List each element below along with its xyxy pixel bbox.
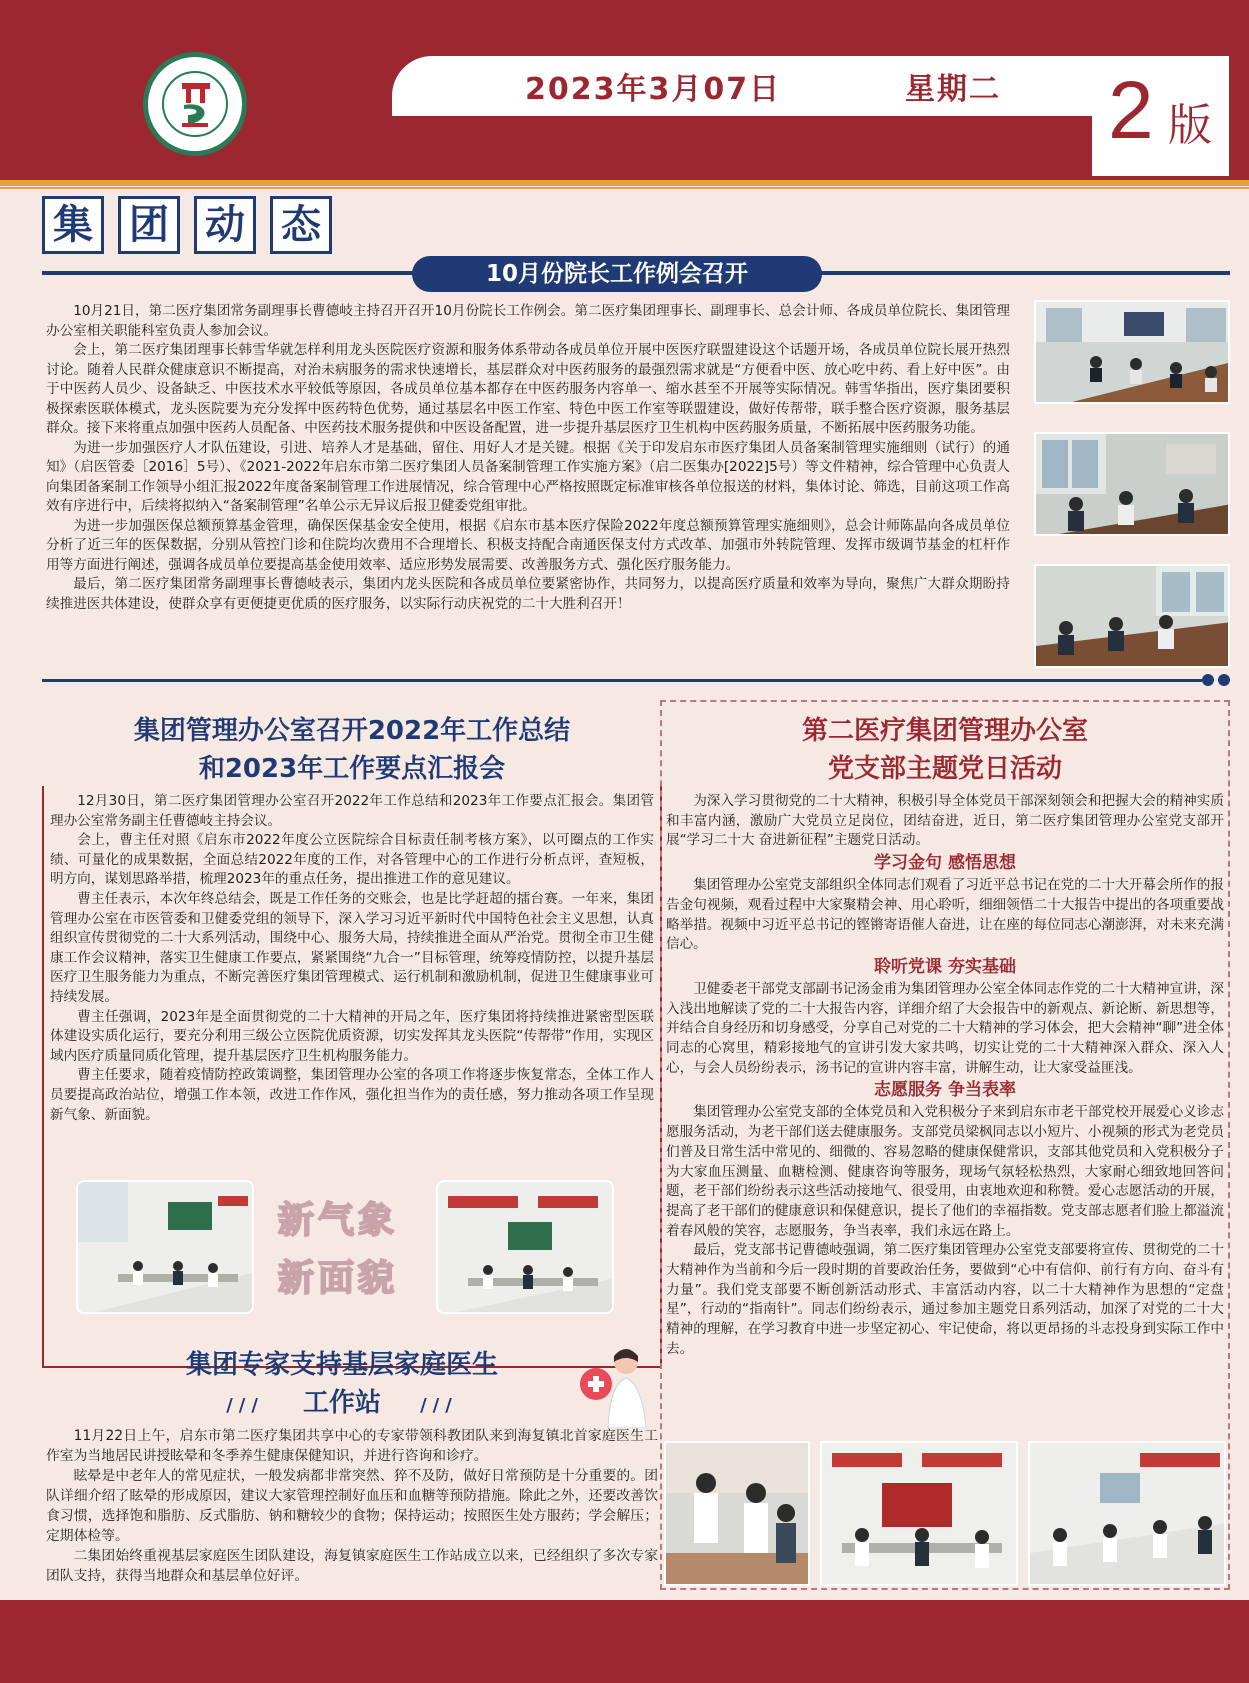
article2-title	[42, 712, 662, 788]
hospital-group-logo-icon	[143, 52, 247, 156]
article3-title-line: 工作站	[302, 1388, 381, 1418]
volunteer-photo	[1028, 1441, 1226, 1586]
article4-subheading: 志愿服务 争当表率	[874, 1080, 1016, 1101]
header-gold-thin-stripe	[0, 187, 1249, 189]
article3-title-line2	[42, 1384, 642, 1425]
article1-paragraph: 为进一步加强医保总额预算基金管理，确保医保基金安全使用，根据《启东市基本医疗保险2022年度总额预算管理实施细则》，总会计师陈晶向各成员单位分析了近三年的医保数据，分别从管控门诊和住院均次费用不合理增长、积极支持配合南通医保支付方式改革、加强市外转院管理、发挥市级调节基金的杠杆作用等方面进行阐述，强调各成员单位要提高基金使用效率、适应形势发展需要、改善服务方式、强化医疗服务能力。	[46, 517, 1010, 573]
article3-paragraph: 眩晕是中老年人的常见症状，一般发病都非常突然、猝不及防，做好日常预防是十分重要的。团队详细介绍了眩晕的形成原因，建议大家管理控制好血压和血糖等预防措施。除此之外，还要改善饮食习惯，选择饱和脂肪、反式脂肪、钠和糖较少的食物；保持运动；按照医生处方服药；学会解压；定期体检等。	[46, 1468, 658, 1544]
slogan-line: 新面貌	[278, 1258, 399, 1299]
article4-paragraph: 最后，党支部书记曹德岐强调，第二医疗集团管理办公室党支部要将宣传、贯彻党的二十大精神作为当前和今后一段时期的首要政治任务，要做到“心中有信仰、前行有方向、奋斗有力量”。我们党支部要不断创新活动形式、丰富活动内容，以二十大精神作为思想的“定盘星”，行动的“指南针”。同志们纷纷表示，通过参加主题党日系列活动，加深了对党的二十大精神的理解，在学习教育中进一步坚定初心、牢记使命，将以更昂扬的斗志投身到实际工作中去。	[666, 1242, 1224, 1357]
meeting-photo	[1034, 564, 1230, 668]
article4-subheading: 聆听党课 夯实基础	[874, 956, 1016, 977]
volunteer-photo	[820, 1441, 1018, 1586]
article2-paragraph: 曹主任表示，本次年终总结会，既是工作任务的交账会，也是比学赶超的擂台赛。一年来，集团管理办公室在市医管委和卫健委党组的领导下，深入学习习近平新时代中国特色社会主义思想，认真组织宣传贯彻党的二十大系列活动，围绕中心、服务大局，持续推进全面从严治党。贯彻全市卫生健康工作会议精神，落实卫生健康工作要点，紧紧围绕“九合一”目标管理，统筹疫情防控，以提升基层医疗卫生服务能力为重点，不断完善医疗集团管理模式、运行机制和激励机制，促进卫生健康事业可持续发展。	[50, 890, 654, 1005]
decor-dot	[1218, 674, 1230, 686]
meeting-photo	[1034, 432, 1230, 536]
header-gold-stripe	[0, 180, 1249, 186]
article3-paragraph: 二集团始终重视基层家庭医生团队建设，海复镇家庭医生工作站成立以来，已经组织了多次专家团队支持，获得当地群众和基层单位好评。	[46, 1548, 658, 1584]
decor-dot	[1202, 674, 1214, 686]
article4-subheading: 学习金句 感悟思想	[874, 853, 1016, 874]
article2-paragraph: 曹主任强调，2023年是全面贯彻党的二十大精神的开局之年，医疗集团将持续推进紧密型医联体建设实质化运行，要充分利用三级公立医院优质资源，切实发挥其龙头医院“传帮带”作用，实现区域内医疗质量同质化管理，提升基层医疗卫生机构服务能力。	[50, 1008, 654, 1064]
article3-body	[46, 1426, 658, 1586]
article1-body	[46, 302, 1010, 614]
issue-weekday: 星期二	[905, 72, 1001, 107]
article2-paragraph: 12月30日，第二医疗集团管理办公室召开2022年工作总结和2023年工作要点汇报会。集团管理办公室常务副主任曹德岐主持会议。	[50, 793, 654, 829]
article3-title-line: 集团专家支持基层家庭医生	[185, 1350, 498, 1380]
footer-band	[0, 1600, 1249, 1683]
article2-title-line: 和2023年工作要点汇报会	[198, 754, 506, 784]
doctor-icon	[570, 1340, 658, 1428]
article1-title: 10月份院长工作例会召开	[412, 256, 822, 292]
meeting-photo	[1034, 300, 1230, 404]
article1-paragraph: 会上，第二医疗集团理事长韩雪华就怎样利用龙头医院医疗资源和服务体系带动各成员单位开展中医医疗联盟建设这个话题开场，各成员单位院长展开热烈讨论。随着人民群众健康意识不断提高，对治未病服务的需求快速增长，基层群众对中医药服务的最强烈需求就是“方便看中医、放心吃中药、看上好中医”。由于中医药人员少、设备缺乏、中医技术水平较低等原因，各成员单位基本都存在中医药服务内容单一、缩水甚至不开展等实际情况。韩雪华指出，医疗集团要积极探索医联体模式，龙头医院要为充分发挥中医药特色优势，通过基层名中医工作室、特色中医工作室等联盟建设，做好传帮带，联手整合医疗资源，服务基层群众。接下来将重点加强中医药人员配备、中医药技术服务提供和中医设备配置，进一步提升基层医疗卫生机构中医药服务质量，不断拓展中医药服务功能。	[46, 342, 1010, 436]
article4-body	[666, 792, 1224, 1360]
article2-title-line: 集团管理办公室召开2022年工作总结	[133, 716, 571, 746]
article2-body	[50, 792, 654, 1125]
title-deco: ///	[226, 1395, 264, 1416]
article3-title	[42, 1346, 642, 1425]
article3-paragraph: 11月22日上午，启东市第二医疗集团共享中心的专家带领科教团队来到海复镇北首家庭医生工作室为当地居民讲授眩晕和冬季养生健康保健知识，并进行咨询和诊疗。	[46, 1428, 658, 1464]
article4-title	[660, 712, 1230, 788]
page-label: 版	[1168, 100, 1212, 151]
issue-date: 2023年3月07日	[525, 72, 782, 107]
banner-char: 团	[118, 196, 180, 254]
banner-char: 动	[194, 196, 256, 254]
article4-paragraph: 为深入学习贯彻党的二十大精神，积极引导全体党员干部深刻领会和把握大会的精神实质和丰富内涵，激励广大党员立足岗位，团结奋进，近日，第二医疗集团管理办公室党支部开展“学习二十大 奋进新征程”主题党日活动。	[666, 793, 1224, 849]
page-number: 2	[1108, 65, 1154, 156]
article4-paragraph: 集团管理办公室党支部组织全体同志们观看了习近平总书记在党的二十大开幕会所作的报告金句视频，观看过程中大家聚精会神、用心聆听，细细领悟二十大报告中提出的各项重要战略举措。视频中习近平总书记的铿锵寄语催人奋进，让在座的每位同志心潮澎湃，对未来充满信心。	[666, 877, 1224, 953]
title-deco: ///	[420, 1395, 458, 1416]
slogan-line: 新气象	[278, 1200, 399, 1241]
article2-paragraph: 会上，曹主任对照《启东市2022年度公立医院综合目标责任制考核方案》，以可圈点的工作实绩、可量化的成果数据，全面总结2022年度的工作，对各管理中心的工作进行分析点评，查短板，明方向，谋划思路举措，梳理2023年的重点任务，提出推进工作的意见建议。	[50, 832, 654, 888]
article1-paragraph: 10月21日，第二医疗集团常务副理事长曹德岐主持召开召开10月份院长工作例会。第二医疗集团理事长、副理事长、总会计师、各成员单位院长、集团管理办公室相关职能科室负责人参加会议。	[46, 303, 1010, 339]
article4-title-line: 第二医疗集团管理办公室	[801, 716, 1088, 746]
banner-char: 集	[42, 196, 104, 254]
article2-paragraph: 曹主任要求，随着疫情防控政策调整，集团管理办公室的各项工作将逐步恢复常态，全体工作人员要提高政治站位，增强工作本领，改进工作作风，强化担当作为的责任感，努力推动各项工作呈现新气象、新面貌。	[50, 1067, 654, 1123]
office-meeting-photo	[76, 1180, 254, 1314]
banner-char: 态	[270, 196, 332, 254]
volunteer-photo	[664, 1441, 810, 1586]
office-meeting-photo	[436, 1180, 614, 1314]
article1-paragraph: 为进一步加强医疗人才队伍建设，引进、培养人才是基础，留住、用好人才是关键。根据《关于印发启东市医疗集团人员备案制管理实施细则（试行）的通知》（启医管委［2016］5号）、《2021-2022年启东市第二医疗集团人员备案制管理工作实施方案》（启二医集办[2022]5号）等文件精神，综合管理中心负责人向集团备案制工作领导小组汇报2022年度备案制管理工作进展情况，综合管理中心严格按照既定标准审核各单位报送的材料，集体讨论、筛选，目前这项工作高效有序进行中，后续将拟纳入“备案制管理”名单公示无异议后报卫健委党组审批。	[46, 439, 1010, 514]
article4-paragraph: 卫健委老干部党支部副书记汤金甫为集团管理办公室全体同志作党的二十大精神宣讲，深入浅出地解读了党的二十大报告内容，详细介绍了大会报告中的新观点、新论断、新思想等，并结合自身经历和切身感受，分享自己对党的二十大精神的学习体会，把大会精神“聊”进全体同志的心窝里，精彩接地气的宣讲引发大家共鸣，切实让党的二十大精神深入群众、深入人心，与会人员纷纷表示，汤书记的宣讲内容丰富，讲解生动，让大家受益匪浅。	[666, 980, 1224, 1076]
article1-bottom-rule	[42, 679, 1202, 682]
article4-title-line: 党支部主题党日活动	[827, 754, 1062, 784]
article1-paragraph: 最后，第二医疗集团常务副理事长曹德岐表示，集团内龙头医院和各成员单位要紧密协作，共同努力，以提高医疗质量和效率为导向，聚焦广大群众期盼持续推进医共体建设，使群众享有更便捷更优质的医疗服务，以实际行动庆祝党的二十大胜利召开！	[46, 576, 1010, 612]
article4-paragraph: 集团管理办公室党支部的全体党员和入党积极分子来到启东市老干部党校开展爱心义诊志愿服务活动，为老干部们送去健康服务。支部党员梁枫同志以小短片、小视频的形式为老党员们普及日常生活中常见的、细微的、容易忽略的健康保健常识，支部其他党员和入党积极分子为大家血压测量、血糖检测、健康咨询等服务，现场气氛轻松热烈，大家耐心细致地回答问题，老干部们纷纷表示这些活动接地气、很受用，由衷地欢迎和称赞。爱心志愿活动的开展，提高了老干部们的健康意识和保健意识，提长了他们的幸福指数。党支部志愿者们脸上都溢流着春风般的笑容，志愿服务，争当表率，我们永远在路上。	[666, 1104, 1224, 1239]
